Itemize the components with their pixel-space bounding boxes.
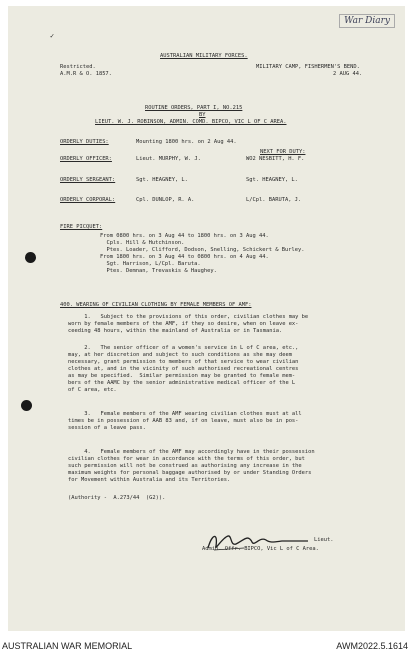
order-line: of C area, etc. bbox=[68, 387, 117, 393]
order-line: 3. Female members of the AMF wearing civilian clothes must at all bbox=[68, 411, 302, 417]
order-line: bers of the AAMC by the senior administrative medical officer of the L bbox=[68, 380, 296, 386]
order-line: clothes at, and in the vicinity of such authorised recreational centres bbox=[68, 366, 299, 372]
duty-row-label: ORDERLY SERGEANT: bbox=[60, 177, 116, 183]
order-line: session of a leave pass. bbox=[68, 425, 146, 431]
authority-line: (Authority - A.273/44 (G2)). bbox=[68, 495, 166, 501]
org-header: AUSTRALIAN MILITARY FORCES. bbox=[160, 53, 248, 59]
order-heading: 400. WEARING OF CIVILIAN CLOTHING BY FEMALE MEMBERS OF AMF: bbox=[60, 302, 252, 308]
next-for-duty-label: NEXT FOR DUTY: bbox=[260, 149, 306, 155]
duty-row-current: Sgt. HEAGNEY, L. bbox=[136, 177, 188, 183]
duty-row-next: Sgt. HEAGNEY, L. bbox=[246, 177, 298, 183]
order-line: 4. Female members of the AMF may accordingly have in their possession bbox=[68, 449, 315, 455]
signature-title: Admin. Offr. BIPCO, Vic L of C Area. bbox=[202, 546, 319, 552]
order-line: such permission will not be construed as authorising any increase in the bbox=[68, 463, 302, 469]
fire-picquet-line: From 0800 hrs. on 3 Aug 44 to 1800 hrs. on 3 Aug 44. bbox=[100, 233, 269, 239]
order-line: 2. The senior officer of a women's service in L of C area, etc., bbox=[68, 345, 299, 351]
duty-row-next: WO2 NESBITT, H. F. bbox=[246, 156, 305, 162]
duty-row-label: ORDERLY CORPORAL: bbox=[60, 197, 116, 203]
fire-picquet-line: Ptes. Demnan, Trevaskis & Haughey. bbox=[100, 268, 217, 274]
order-line: ceeding 48 hours, within the mainland of Australia or in Tasmania. bbox=[68, 328, 283, 334]
fire-picquet-line: Sgt. Harrison, L/Cpl. Baruta. bbox=[100, 261, 201, 267]
order-by: BY bbox=[199, 112, 206, 118]
fire-picquet-line: From 1800 hrs. on 3 Aug 44 to 0800 hrs. on 4 Aug 44. bbox=[100, 254, 269, 260]
order-line: worn by female members of the AMF, if they so desire, when on leave ex- bbox=[68, 321, 299, 327]
duty-row-current: Lieut. MURPHY, W. J. bbox=[136, 156, 201, 162]
order-line: as may be specified. Similar permission may be granted to female mem- bbox=[68, 373, 296, 379]
order-line: for Movement within Australia and its Territories. bbox=[68, 477, 231, 483]
document-page bbox=[8, 6, 405, 631]
punch-hole bbox=[25, 252, 36, 263]
restricted-label: Restricted. bbox=[60, 64, 96, 70]
footer-bar bbox=[0, 638, 410, 653]
order-line: times be in possession of AAB 83 and, if on leave, must also be in pos- bbox=[68, 418, 299, 424]
duty-row-label: ORDERLY OFFICER: bbox=[60, 156, 112, 162]
fire-picquet-line: Cpls. Hill & Hutchinson. bbox=[100, 240, 185, 246]
duties-label: ORDERLY DUTIES: bbox=[60, 139, 109, 145]
order-line: necessary, grant permission to members of that service to wear civilian bbox=[68, 359, 299, 365]
punch-hole bbox=[21, 400, 32, 411]
order-line: civilian clothes for wear in accordance with the terms of this order, but bbox=[68, 456, 305, 462]
duty-row-next: L/Cpl. BARUTA, J. bbox=[246, 197, 302, 203]
duties-mounting: Mounting 1800 hrs. on 2 Aug 44. bbox=[136, 139, 237, 145]
handwritten-note: War Diary bbox=[339, 14, 395, 28]
fire-picquet-line: Ptes. Loader, Clifford, Dodson, Snelling, Schickert & Burley. bbox=[100, 247, 305, 253]
order-line: may, at her discretion and subject to such conditions as she may deem bbox=[68, 352, 292, 358]
camp-name: MILITARY CAMP, FISHERMEN'S BEND. bbox=[256, 64, 360, 70]
order-issuer: LIEUT. W. J. ROBINSON, ADMIN. COMD. BIPCO, VIC L OF C AREA. bbox=[95, 119, 287, 125]
signature-rank: Lieut. bbox=[314, 537, 334, 543]
order-line: maximum weights for personal baggage authorised by or under Standing Orders bbox=[68, 470, 312, 476]
order-line: 1. Subject to the provisions of this order, civilian clothes may be bbox=[68, 314, 309, 320]
order-title: ROUTINE ORDERS, PART I, NO.215 bbox=[145, 105, 243, 111]
order-date: 2 AUG 44. bbox=[333, 71, 363, 77]
reference: A.M.R & O. 1857. bbox=[60, 71, 112, 77]
tick-mark: ✓ bbox=[50, 32, 55, 40]
footer-accession: AWM2022.5.1614 bbox=[336, 641, 408, 651]
footer-institution: AUSTRALIAN WAR MEMORIAL bbox=[2, 641, 133, 651]
duty-row-current: Cpl. DUNLOP, R. A. bbox=[136, 197, 195, 203]
fire-picquet-label: FIRE PICQUET: bbox=[60, 224, 103, 230]
